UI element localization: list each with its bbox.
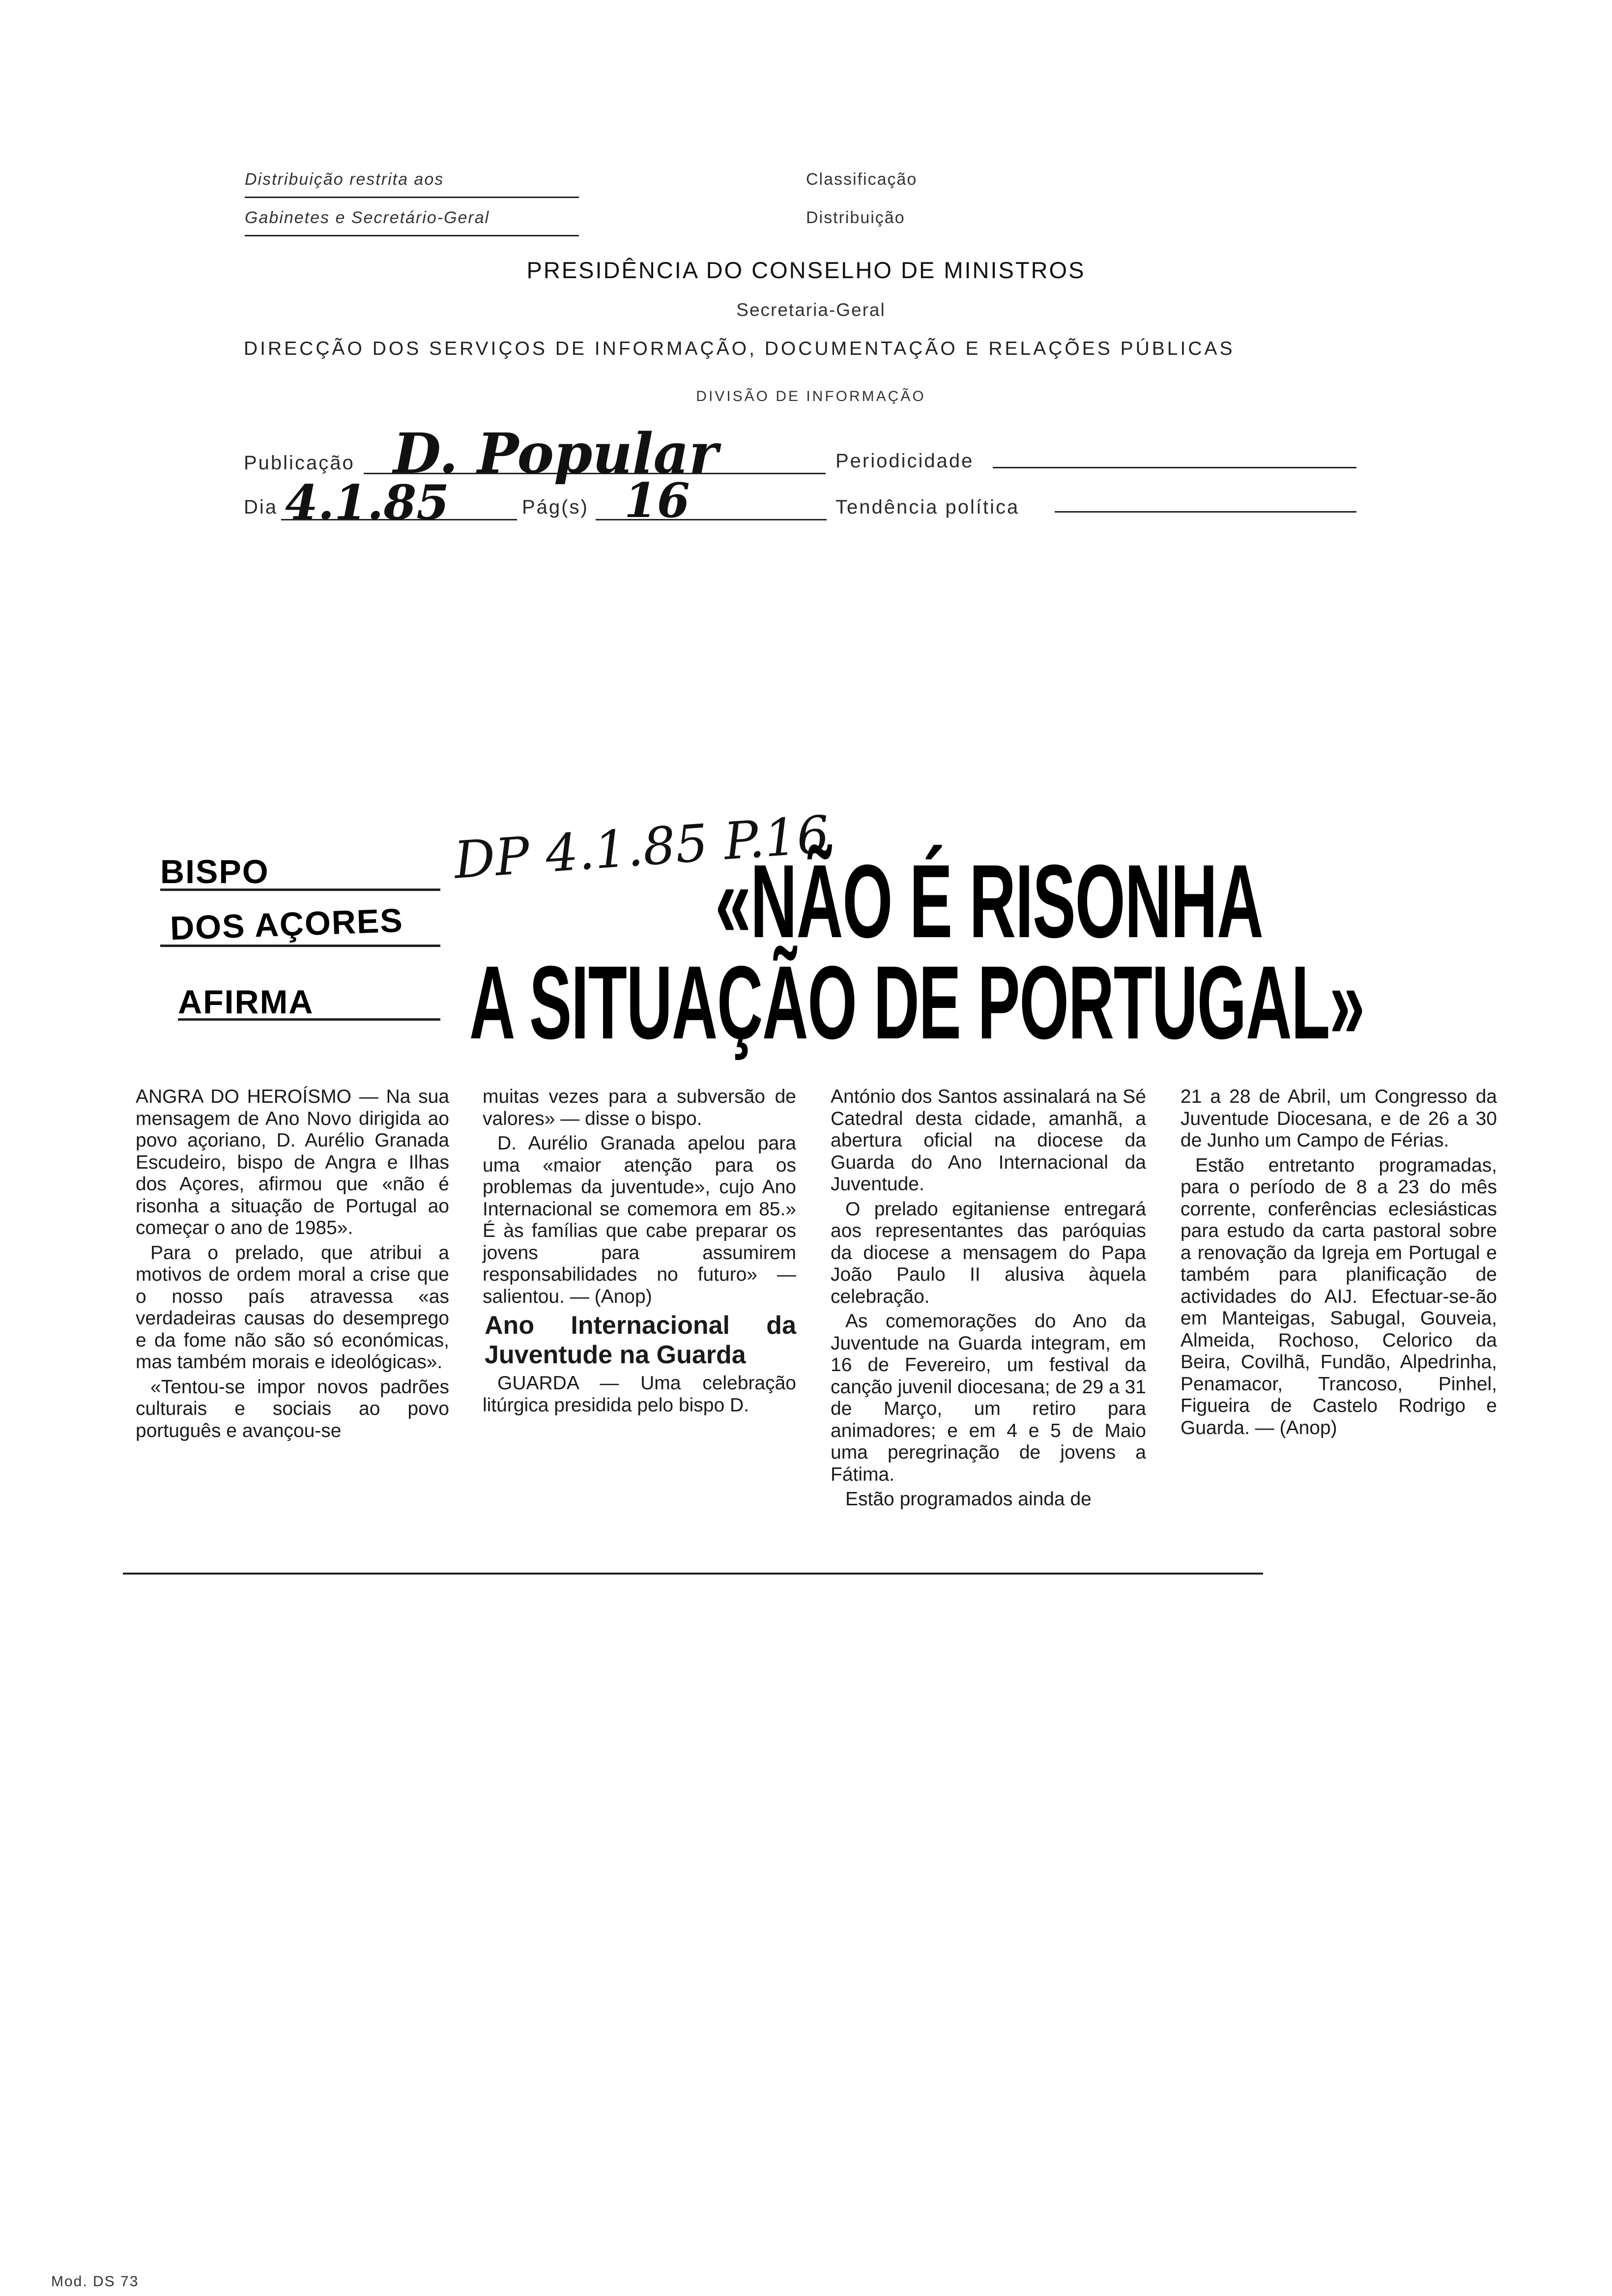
distribution-note-line1: Distribuição restrita aos xyxy=(245,170,444,189)
paragraph: «Tentou-se impor novos padrões culturais e sociais ao povo português e avançou-se xyxy=(136,1376,449,1441)
form-code: Mod. DS 73 xyxy=(51,2273,139,2290)
article-column-3 xyxy=(831,1086,1146,1514)
division: DIVISÃO DE INFORMAÇÃO xyxy=(696,388,926,404)
article-column-1 xyxy=(136,1086,449,1445)
kicker-bispo: BISPO xyxy=(160,853,269,890)
paragraph: D. Aurélio Granada apelou para uma «maior atenção para os problemas da juventude», cujo Ano Internacional se comemora em 85.» É às famílias que cabe preparar os jovens para assumirem responsabilidades no futuro» — salientou. — (Anop) xyxy=(483,1133,796,1307)
subheading: Ano Internacional da Juventude na Guarda xyxy=(485,1311,796,1369)
paragraph: 21 a 28 de Abril, um Congresso da Juventude Diocesana, e de 26 a 30 de Junho um Campo de Férias. xyxy=(1180,1086,1497,1151)
paragraph: GUARDA — Uma celebração litúrgica presidida pelo bispo D. xyxy=(483,1373,796,1416)
headline-line2: A SITUAÇÃO DE PORTUGAL» xyxy=(469,944,1364,1061)
divider xyxy=(245,197,579,198)
kicker-rule xyxy=(160,945,440,947)
kicker-dos-acores: DOS AÇORES xyxy=(169,901,404,947)
clipping-bottom-rule xyxy=(123,1573,1263,1575)
periodicity-label: Periodicidade xyxy=(835,450,974,472)
article-column-2 xyxy=(483,1086,796,1419)
distribution-note-line2: Gabinetes e Secretário-Geral xyxy=(245,208,490,227)
paragraph: muitas vezes para a subversão de valores» — disse o bispo. xyxy=(483,1086,796,1129)
publication-value: D. Popular xyxy=(393,422,718,486)
distribution-label: Distribuição xyxy=(806,208,905,227)
day-label: Dia xyxy=(244,496,278,518)
paragraph: As comemorações do Ano da Juventude na Guarda integram, em 16 de Fevereiro, um festival da canção juvenil diocesana; de 29 a 31 de Março, um retiro para animadores; e em 4 e 5 de Maio uma peregrinação de jovens a Fátima. xyxy=(831,1311,1146,1485)
paragraph: ANGRA DO HEROÍSMO — Na sua mensagem de Ano Novo dirigida ao povo açoriano, D. Aurélio Granada Escudeiro, bispo de Angra e Ilhas dos Açores, afirmou que «não é risonha a situação de Portugal ao começar o ano de 1985». xyxy=(136,1086,449,1238)
secretariat: Secretaria-Geral xyxy=(736,300,886,320)
pages-label: Pág(s) xyxy=(522,496,589,518)
paragraph: Estão programados ainda de xyxy=(845,1489,1092,1510)
paragraph: António dos Santos assinalará na Sé Catedral desta cidade, amanhã, a abertura oficial na diocese da Guarda do Ano Internacional da Juventude. xyxy=(831,1086,1146,1195)
kicker-rule xyxy=(160,889,440,891)
periodicity-line xyxy=(993,467,1356,468)
tendency-line xyxy=(1055,511,1356,513)
publication-label: Publicação xyxy=(244,452,355,474)
pages-value: 16 xyxy=(624,473,690,528)
day-value: 4.1.85 xyxy=(285,475,450,530)
divider xyxy=(245,235,579,236)
paragraph: Estão entretanto programadas, para o período de 8 a 23 do mês corrente, conferências eclesiásticas para estudo da carta pastoral sobre a renovação da Igreja em Portugal e também para planificação de actividades do AIJ. Efectuar-se-ão em Manteigas, Sabugal, Gouveia, Almeida, Rochoso, Celorico da Beira, Covilhã, Fundão, Alpedrinha, Penamacor, Trancoso, Pinhel, Figueira de Castelo Rodrigo e Guarda. — (Anop) xyxy=(1180,1154,1497,1438)
paragraph: O prelado egitaniense entregará aos representantes das paróquias da diocese a mensagem do Papa João Paulo II alusiva àquela celebração. xyxy=(831,1198,1146,1307)
article-column-4 xyxy=(1180,1086,1497,1442)
paragraph: Para o prelado, que atribui a motivos de ordem moral a crise que o nosso país atravessa «as verdadeiras causas do desemprego e da fome não são só económicas, mas também morais e ideológicas». xyxy=(136,1242,449,1373)
handwritten-reference: DP 4.1.85 P.16 xyxy=(452,804,832,890)
directorate: DIRECÇÃO DOS SERVIÇOS DE INFORMAÇÃO, DOCUMENTAÇÃO E RELAÇÕES PÚBLICAS xyxy=(244,338,1235,359)
classification-label: Classificação xyxy=(806,170,918,189)
headline-line1: «NÃO É RISONHA xyxy=(715,843,1263,959)
kicker-afirma: AFIRMA xyxy=(178,983,314,1021)
ministry-title: PRESIDÊNCIA DO CONSELHO DE MINISTROS xyxy=(526,257,1086,283)
tendency-label: Tendência política xyxy=(835,496,1020,518)
kicker-rule xyxy=(178,1018,440,1021)
